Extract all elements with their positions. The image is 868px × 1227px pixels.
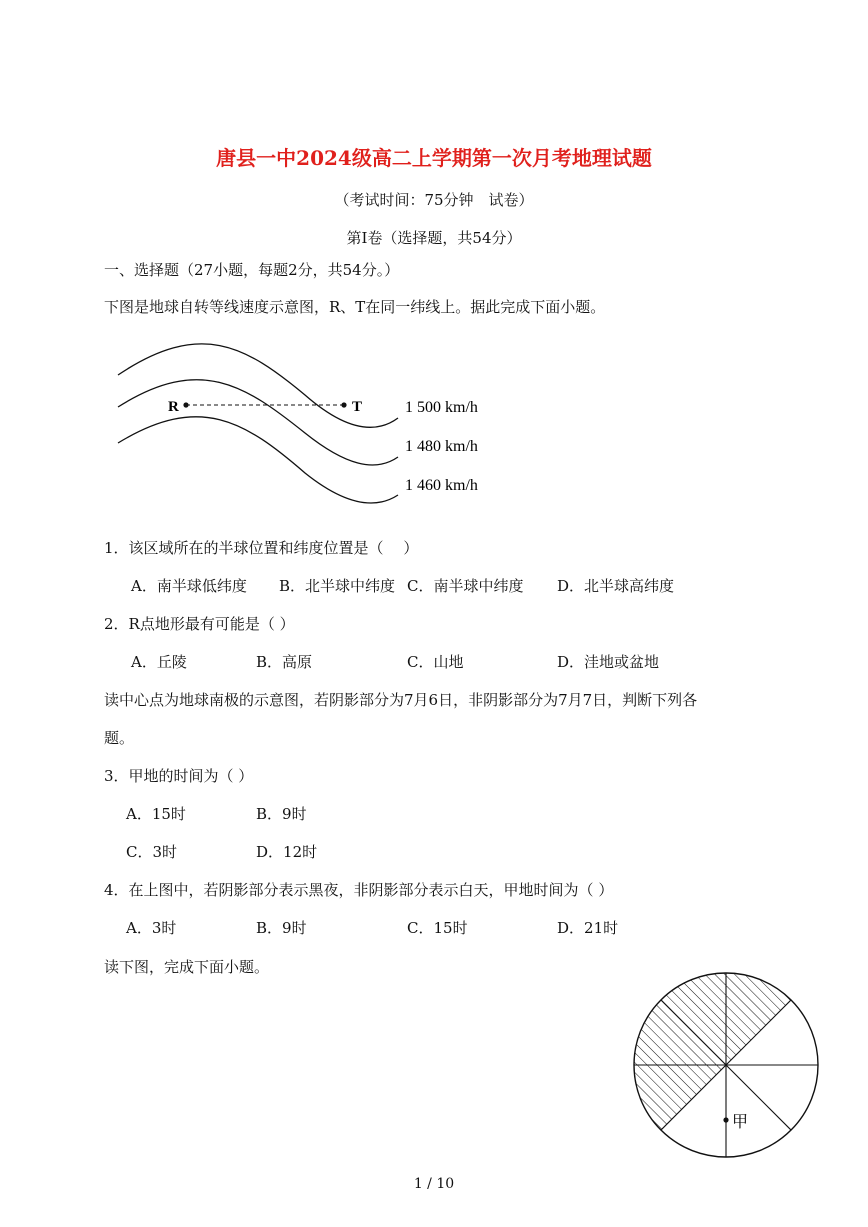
q4-stem: 4．在上图中，若阴影部分表示黑夜，非阴影部分表示白天，甲地时间为（ ） [104, 881, 614, 899]
q1-option-c[interactable]: C．南半球中纬度 [407, 577, 524, 595]
point-r-dot [183, 402, 188, 407]
q2-option-d[interactable]: D．洼地或盆地 [557, 653, 660, 671]
q4-option-c[interactable]: C．15时 [407, 919, 468, 937]
q1-stem: 1．该区域所在的半球位置和纬度位置是（ ） [104, 539, 419, 557]
shaded-sector-4 [634, 1065, 726, 1130]
rotation-speed-figure [110, 335, 510, 515]
q1-option-d[interactable]: D．北半球高纬度 [557, 577, 675, 595]
q4-option-a[interactable]: A．3时 [126, 919, 177, 937]
q4-option-d[interactable]: D．21时 [557, 919, 619, 937]
point-t-label: T [352, 399, 363, 415]
exam-info: （考试时间：75分钟 试卷） [334, 191, 534, 209]
isoline-label-1500: 1 500 km/h [405, 399, 478, 416]
shaded-sector-1 [726, 973, 791, 1065]
point-t-dot [341, 402, 346, 407]
q1-option-b[interactable]: B．北半球中纬度 [279, 577, 396, 595]
q4-option-b[interactable]: B．9时 [256, 919, 307, 937]
isoline-label-1460: 1 460 km/h [405, 477, 478, 494]
q3-option-d[interactable]: D．12时 [256, 843, 318, 861]
part-heading: 第Ⅰ卷（选择题，共54分） [346, 229, 522, 247]
isoline-label-1480: 1 480 km/h [405, 438, 478, 455]
point-r-label: R [168, 399, 179, 415]
q2-option-b[interactable]: B．高原 [256, 653, 313, 671]
group2-intro-line2: 题。 [104, 729, 135, 747]
q3-option-c[interactable]: C．3时 [126, 843, 178, 861]
page-number: 1 / 10 [413, 1176, 455, 1192]
group2-intro-line1: 读中心点为地球南极的示意图，若阴影部分为7月6日，非阴影部分为7月7日，判断下列各 [104, 691, 698, 709]
isoline-1460 [118, 417, 398, 503]
group3-intro: 读下图，完成下面小题。 [104, 958, 270, 976]
point-jia-dot [723, 1117, 728, 1122]
exam-title: 唐县一中2024级高二上学期第一次月考地理试题 [216, 146, 652, 170]
q2-stem: 2．R点地形最有可能是（ ） [104, 615, 295, 633]
south-pole-figure [628, 967, 828, 1167]
q2-option-a[interactable]: A．丘陵 [131, 653, 187, 671]
point-jia-label: 甲 [732, 1114, 749, 1131]
q3-option-a[interactable]: A．15时 [126, 805, 186, 823]
group1-intro: 下图是地球自转等线速度示意图，R、T在同一纬线上。据此完成下面小题。 [104, 298, 606, 316]
q3-stem: 3．甲地的时间为（ ） [104, 767, 254, 785]
q1-option-a[interactable]: A．南半球低纬度 [131, 577, 247, 595]
q3-option-b[interactable]: B．9时 [256, 805, 307, 823]
q2-option-c[interactable]: C．山地 [407, 653, 464, 671]
section-heading: 一、选择题（27小题，每题2分，共54分。） [104, 261, 400, 279]
